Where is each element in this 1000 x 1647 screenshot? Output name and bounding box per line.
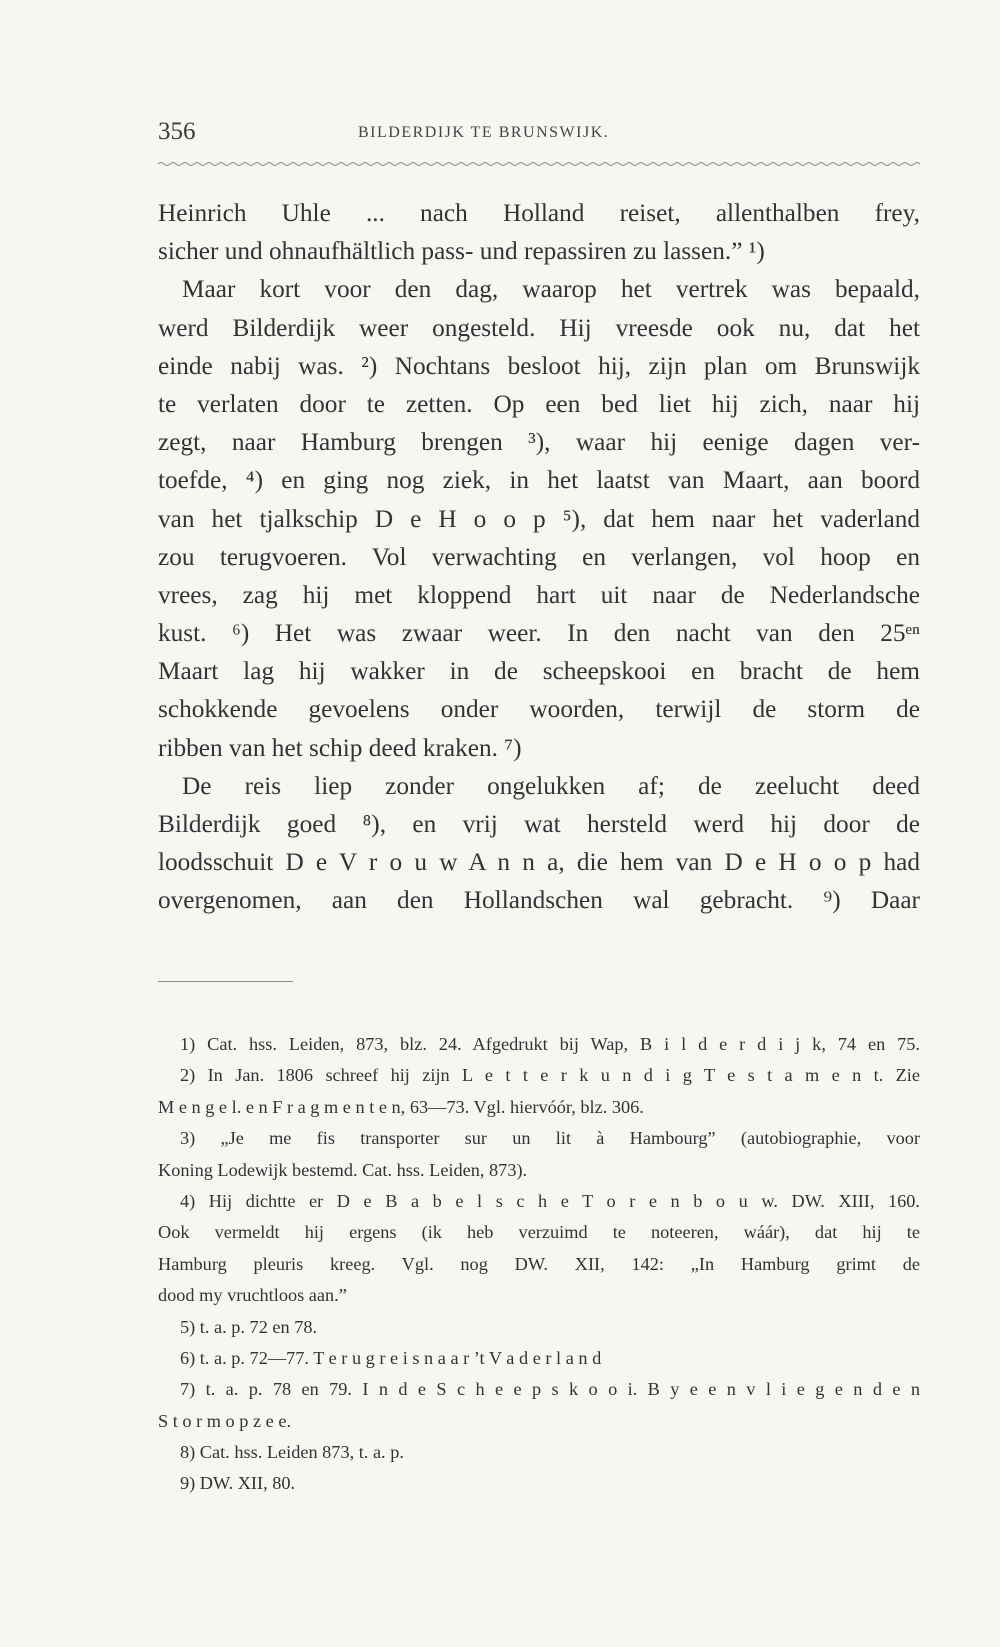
footnote-line: Ook vermeldt hij ergens (ik heb verzuimd te noteeren, wáár), dat hij te — [158, 1222, 920, 1243]
header-wavy-rule — [158, 160, 920, 168]
page-header — [158, 118, 920, 148]
footnote-line: 1) Cat. hss. Leiden, 873, blz. 24. Afgedrukt bij Wap, B i l d e r d i j k, 74 en 75. — [180, 1034, 920, 1054]
running-title: BILDERDIJK TE BRUNSWIJK. — [358, 124, 610, 141]
text-line: van het tjalkschip D e H o o p ⁵), dat hem naar het vaderland — [158, 504, 920, 533]
footnote-line: 7) t. a. p. 78 en 79. I n d e S c h e e p s k o o i. B y e e n v l i e g e n d e n — [180, 1379, 920, 1400]
text-line: werd Bilderdijk weer ongesteld. Hij vreesde ook nu, dat het — [158, 313, 920, 342]
footnote-line: 5) t. a. p. 72 en 78. — [180, 1316, 318, 1337]
footnote-line: 3) „Je me fis transporter sur un lit à Hambourg” (autobiographie, voor — [180, 1128, 920, 1149]
text-line: Heinrich Uhle ... nach Holland reiset, allenthalben frey, — [158, 199, 920, 227]
footnote-line: 8) Cat. hss. Leiden 873, t. a. p. — [180, 1442, 404, 1463]
main-text — [158, 194, 920, 920]
footnote-line: Hamburg pleuris kreeg. Vgl. nog DW. XII, 142: „In Hamburg grimt de — [158, 1253, 920, 1274]
text-line: De reis liep zonder ongelukken af; de zeelucht deed — [182, 771, 920, 800]
text-line: sicher und ohnaufhältlich pass- und repassiren zu lassen.” ¹) — [158, 237, 765, 266]
footnote-line: M e n g e l. e n F r a g m e n t e n, 63—73. Vgl. hiervóór, blz. 306. — [158, 1096, 644, 1117]
text-line: te verlaten door te zetten. Op een bed liet hij zich, naar hij — [158, 389, 920, 418]
page-number: 356 — [158, 118, 196, 145]
footnote-line: 4) Hij dichtte er D e B a b e l s c h e T o r e n b o u w. DW. XIII, 160. — [180, 1190, 920, 1211]
text-line: Bilderdijk goed ⁸), en vrij wat hersteld werd hij door de — [158, 810, 920, 838]
text-line: vrees, zag hij met kloppend hart uit naar de Nederlandsche — [158, 580, 920, 609]
text-line: kust. ⁶) Het was zwaar weer. In den nacht van den 25ᵉⁿ — [158, 619, 920, 648]
footnote-line: dood my vruchtloos aan.” — [158, 1285, 347, 1306]
footnote-divider — [158, 981, 293, 982]
footnote-line: Koning Lodewijk bestemd. Cat. hss. Leiden, 873). — [158, 1159, 528, 1180]
footnote-line: 2) In Jan. 1806 schreef hij zijn L e t t e r k u n d i g T e s t a m e n t. Zie — [180, 1065, 920, 1086]
text-line: schokkende gevoelens onder woorden, terwijl de storm de — [158, 695, 920, 724]
text-line: einde nabij was. ²) Nochtans besloot hij, zijn plan om Brunswijk — [158, 351, 920, 380]
text-line: toefde, ⁴) en ging nog ziek, in het laatst van Maart, aan boord — [158, 466, 920, 495]
text-line: zegt, naar Hamburg brengen ³), waar hij eenige dagen ver- — [158, 428, 920, 457]
footnotes — [158, 1029, 920, 1500]
text-line: Maar kort voor den dag, waarop het vertrek was bepaald, — [182, 275, 920, 304]
text-line: zou terugvoeren. Vol verwachting en verlangen, vol hoop en — [158, 542, 920, 571]
text-line: loodsschuit D e V r o u w A n n a, die hem van D e H o o p had — [158, 848, 920, 877]
footnote-line: 9) DW. XII, 80. — [180, 1473, 296, 1494]
footnote-line: S t o r m o p z e e. — [158, 1410, 292, 1431]
footnote-line: 6) t. a. p. 72—77. T e r u g r e i s n a a r ’t V a d e r l a n d — [180, 1347, 602, 1368]
text-line: Maart lag hij wakker in de scheepskooi en bracht de hem — [158, 657, 920, 686]
text-line: ribben van het schip deed kraken. ⁷) — [158, 733, 522, 762]
text-line: overgenomen, aan den Hollandschen wal gebracht. ⁹) Daar — [158, 886, 920, 915]
